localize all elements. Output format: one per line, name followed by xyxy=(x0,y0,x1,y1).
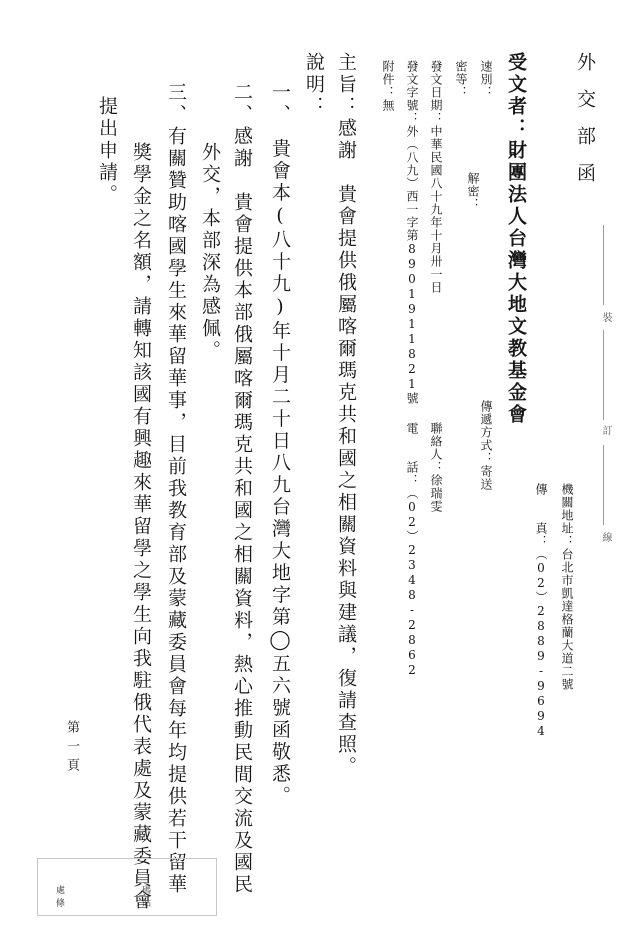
barcode-sticker-label: 處 碼 條 貼 xyxy=(56,886,229,909)
speed-field: 速別： xyxy=(479,60,493,99)
explanation-item-2-continued: 外交，本部深為感佩。 xyxy=(199,142,221,362)
barcode-sticker-area xyxy=(37,858,229,916)
explanation-item-3-continued-2: 提出申請。 xyxy=(96,96,118,206)
binding-line xyxy=(603,225,604,305)
explanation-label: 說明： xyxy=(303,52,325,118)
binding-line xyxy=(603,330,604,420)
secrecy-field: 密等： xyxy=(454,60,468,99)
transmission-method: 傳遞方式：寄送 xyxy=(479,400,493,491)
binding-mark: 訂 xyxy=(600,425,611,435)
binding-mark: 裝 xyxy=(600,312,611,322)
explanation-item-3: 三、有關贊助喀國學生來華留華事，目前我教育部及蒙藏委員會每年均提供若干留華 xyxy=(165,82,187,896)
letterhead-title: 外交部函 xyxy=(574,52,596,200)
send-number: 發文字號：外（八九）西一字第8901911821號 xyxy=(405,60,419,405)
fax-number: 傳 真：（02）2889-9694 xyxy=(534,483,548,739)
explanation-item-3-continued: 獎學金之名額，請轉知該國有興趣來華留學之學生向我駐俄代表處及蒙藏委員會 xyxy=(130,142,152,912)
contact-phone: 電 話：（02）2348-2862 xyxy=(405,422,419,678)
explanation-item-2: 二、感謝 貴會提供本部俄屬喀爾瑪克共和國之相關資料，熱心推動民間交流及國民 xyxy=(231,82,253,896)
send-date: 發文日期：中華民國八十九年十月卅一日 xyxy=(429,60,443,294)
declassification-field: 解密： xyxy=(466,172,480,211)
recipient: 受文者：財團法人台灣大地文教基金會 xyxy=(505,52,527,426)
binding-line xyxy=(603,445,604,525)
subject: 主旨：感謝 貴會提供俄屬喀爾瑪克共和國之相關資料與建議，復請查照。 xyxy=(335,52,357,778)
binding-mark: 線 xyxy=(600,532,611,542)
page-number: 第一頁 xyxy=(64,720,79,777)
explanation-item-1: 一、 貴會本(八十九)年十月二十日八九台灣大地字第◯五六號函敬悉。 xyxy=(269,82,291,808)
contact-person: 聯絡人：徐瑞雯 xyxy=(429,422,443,513)
attachments: 附件：無 xyxy=(381,60,395,112)
office-address: 機關地址：台北市凱達格蘭大道二號 xyxy=(560,483,574,691)
